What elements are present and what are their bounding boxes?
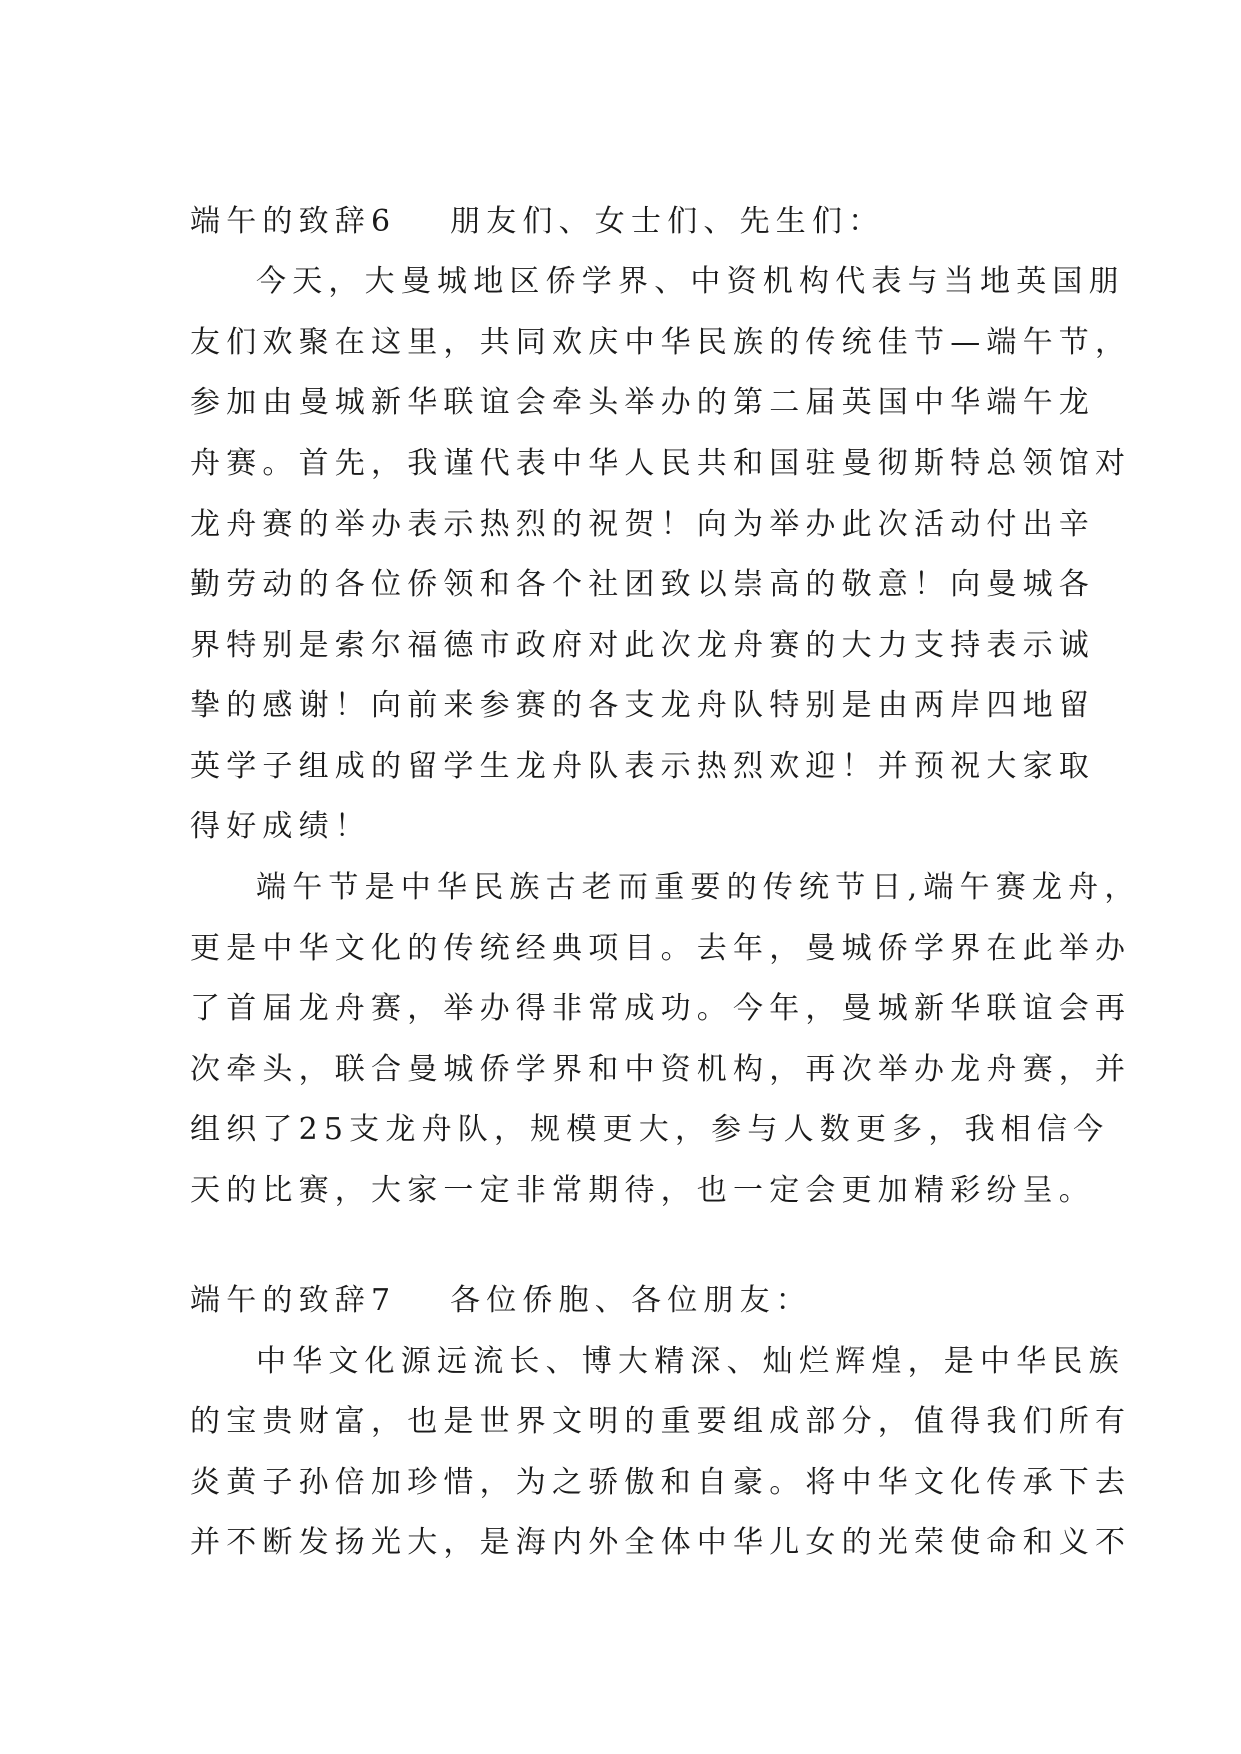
paragraph-line: 界特别是索尔福德市政府对此次龙舟赛的大力支持表示诚	[190, 628, 1095, 663]
paragraph-line: 炎黄子孙倍加珍惜，为之骄傲和自豪。将中华文化传承下去	[190, 1465, 1132, 1500]
paragraph-line: 更是中华文化的传统经典项目。去年，曼城侨学界在此举办	[190, 931, 1132, 966]
paragraph-line: 今天，大曼城地区侨学界、中资机构代表与当地英国朋	[256, 264, 1125, 299]
paragraph-line: 组织了25支龙舟队，规模更大，参与人数更多，我相信今	[190, 1112, 1110, 1147]
paragraph-line: 挚的感谢！向前来参赛的各支龙舟队特别是由两岸四地留	[190, 688, 1095, 723]
paragraph-line: 得好成绩！	[190, 809, 371, 844]
paragraph-line: 天的比赛，大家一定非常期待，也一定会更加精彩纷呈。	[190, 1173, 1095, 1208]
paragraph-line: 次牵头，联合曼城侨学界和中资机构，再次举办龙舟赛，并	[190, 1052, 1132, 1087]
paragraph-line: 参加由曼城新华联谊会牵头举办的第二届英国中华端午龙	[190, 385, 1095, 420]
paragraph-line: 并不断发扬光大，是海内外全体中华儿女的光荣使命和义不	[190, 1525, 1132, 1560]
paragraph-line: 中华文化源远流长、博大精深、灿烂辉煌，是中华民族	[256, 1344, 1125, 1379]
paragraph-line: 的宝贵财富，也是世界文明的重要组成部分，值得我们所有	[190, 1404, 1132, 1439]
paragraph-line: 勤劳动的各位侨领和各个社团致以崇高的敬意！向曼城各	[190, 567, 1095, 602]
section-6-heading	[190, 192, 884, 253]
paragraph-line: 舟赛。首先，我谨代表中华人民共和国驻曼彻斯特总领馆对	[190, 446, 1132, 481]
section-6-greeting: 朋友们、女士们、先生们：	[450, 204, 885, 239]
paragraph-line: 友们欢聚在这里，共同欢庆中华民族的传统佳节—端午节，	[190, 325, 1132, 360]
section-6-title: 端午的致辞6	[190, 204, 397, 239]
paragraph-line: 了首届龙舟赛，举办得非常成功。今年，曼城新华联谊会再	[190, 991, 1132, 1026]
section-7-greeting: 各位侨胞、各位朋友：	[450, 1283, 812, 1318]
paragraph-line: 龙舟赛的举办表示热烈的祝贺！向为举办此次活动付出辛	[190, 507, 1095, 542]
section-7-title: 端午的致辞7	[190, 1283, 397, 1318]
section-7-heading	[190, 1271, 812, 1332]
paragraph-line: 端午节是中华民族古老而重要的传统节日,端午赛龙舟，	[256, 870, 1141, 905]
paragraph-line: 英学子组成的留学生龙舟队表示热烈欢迎！并预祝大家取	[190, 749, 1095, 784]
